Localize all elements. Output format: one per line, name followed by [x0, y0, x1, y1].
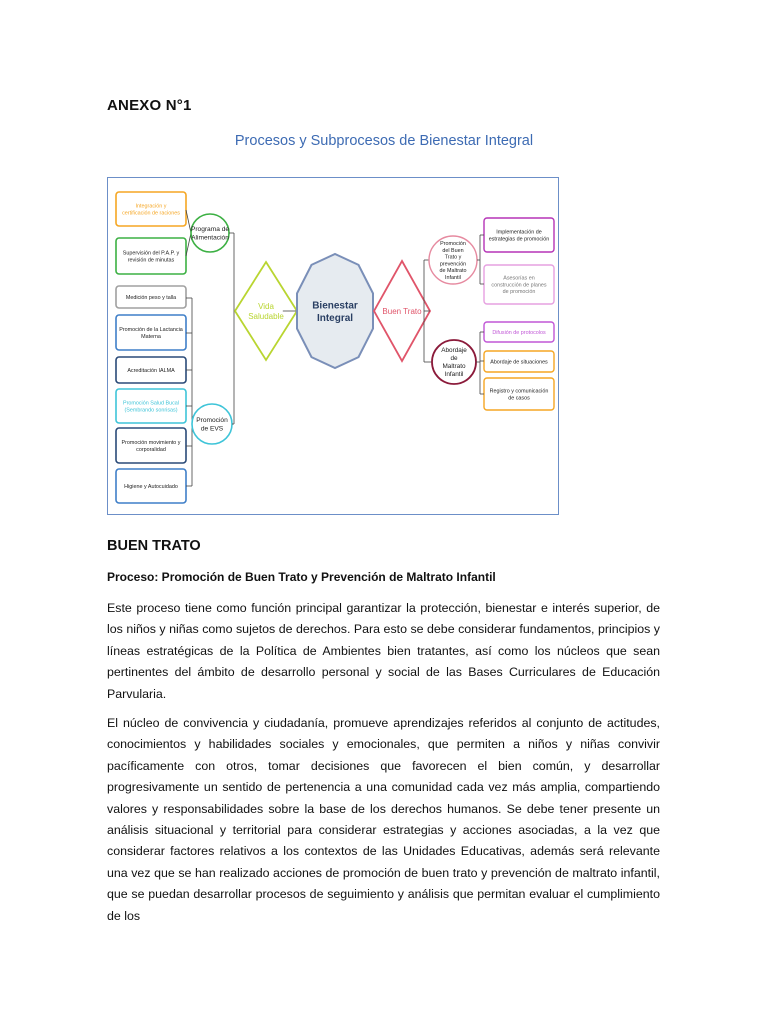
- left-box-label-7: Promoción movimiento y corporalidad: [121, 440, 181, 453]
- alimentacion-label: Programa de Alimentación: [190, 226, 230, 242]
- right-box-label-2: Asesorías en construcción de planes de promoción: [491, 275, 547, 296]
- abordaje-label: Abordaje de Maltrato Infantil: [441, 347, 467, 379]
- right-box-label-4: Abordaje de situaciones: [490, 359, 548, 366]
- right-box-label-1: Implementación de estrategias de promoción: [488, 229, 550, 243]
- paragraph-2: El núcleo de convivencia y ciudadanía, promueve aprendizajes referidos al conjunto de actitudes, conocimientos y habilidades sociales y emocionales, que permiten a niños y niñas convivir pacíficamente con otros, tomar decisiones que favorecen el bien común, y desarrollar progresivamente un sentido de pertenencia a una comunidad cada vez más amplia, compartiendo valores y responsabilidades sobre la base de los derechos humanos. Se debe tener presente un análisis situacional y territorial para considerar estrategias y acciones asociadas, a la vez que considerar factores relativos a los contextos de las Unidades Educativas, además será relevante una vez que se han realizado acciones de promoción de buen trato y prevención de maltrato infantil, que se puedan desarrollar procesos de seguimiento y análisis que permitan evaluar el cumplimiento de los: [107, 716, 660, 923]
- process-title: Proceso: Promoción de Buen Trato y Prevención de Maltrato Infantil: [107, 570, 496, 584]
- evs-label: Promoción de EVS: [196, 417, 228, 433]
- left-box-label-6: Promoción Salud Bucal (Sembrando sonrisas): [122, 400, 180, 414]
- left-box-label-3: Medición peso y talla: [125, 294, 177, 301]
- bienestar-integral-label: Bienestar Integral: [312, 300, 358, 324]
- left-box-label-4: Promoción de la Lactancia Materna: [119, 327, 183, 340]
- left-box-label-5: Acreditación IALMA: [127, 367, 175, 374]
- diagram-title: Procesos y Subprocesos de Bienestar Integral: [234, 133, 534, 149]
- paragraph-1: Este proceso tiene como función principal garantizar la protección, bienestar e interés superior, de los niños y niñas como sujetos de derechos. Para esto se debe considerar fundamentos, principios y líneas estratégicas de la Política de Ambientes bien tratantes, así como los núcleos que sean pertinentes del ámbito de desarrollo personal y social de las Bases Curriculares de Educación Parvularia.: [107, 601, 660, 701]
- diagram-canvas: [108, 178, 560, 516]
- section-title: BUEN TRATO: [107, 538, 201, 554]
- process-diagram: [107, 177, 559, 515]
- annex-title: ANEXO N°1: [107, 97, 192, 114]
- promocion-label: Promoción del Buen Trato y prevención de Maltrato Infantil: [439, 241, 467, 281]
- right-box-label-5: Registro y comunicación de casos: [489, 388, 549, 402]
- vida-saludable-label: Vida Saludable: [248, 301, 284, 321]
- right-box-label-3: Difusión de protocolos: [492, 329, 546, 336]
- left-box-label-8: Higiene y Autocuidado: [124, 483, 178, 490]
- left-box-label-2: Supervisión del P.A.P. y revisión de minutas: [122, 250, 180, 264]
- left-box-label-1: Integración y certificación de raciones: [122, 203, 180, 217]
- buen-trato-label: Buen Trato: [382, 306, 422, 316]
